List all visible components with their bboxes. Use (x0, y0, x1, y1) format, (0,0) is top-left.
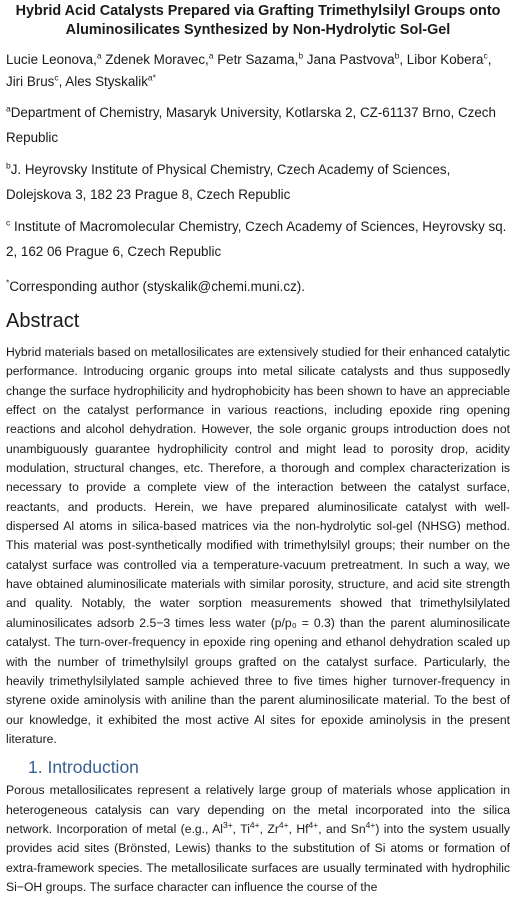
intro-text-segment: ) into the system usually provides acid sites (Brönsted, Lewis) thanks to the substitution of Si atoms or formation of extra-framework species. The metallosilicate surfaces are usually terminated with hydrophilic Si−OH groups. The surface character can influence the course of the (6, 821, 511, 894)
intro-text-segment: , Hf (288, 821, 309, 836)
affiliation-text: J. Heyrovsky Institute of Physical Chemistry, Czech Academy of Sciences, Dolejskova 3, 182 23 Prague 8, Czech Republic (6, 162, 451, 202)
author-affiliation-mark: a (96, 50, 102, 61)
author-affiliation-mark: c (54, 72, 59, 83)
introduction-heading: 1. Introduction (28, 757, 139, 778)
corresponding-mark: * (6, 277, 10, 288)
intro-text-segment: , Ti (232, 821, 250, 836)
author-affiliation-mark: c (483, 50, 488, 61)
affiliation-mark: a (6, 103, 11, 114)
corresponding-text: Corresponding author (styskalik@chemi.muni.cz). (9, 279, 305, 294)
intro-text-segment: Porous metallosilicates represent a relatively large group of materials whose application in heterogeneous catalysis can vary depending on the metal incorporated into the silica network. Incorporation of metal (e.g., Al (6, 783, 510, 836)
author-name: Zdenek Moravec, (101, 52, 209, 67)
title-line-2: Aluminosilicates Synthesized by Non-Hydrolytic Sol-Gel (65, 22, 451, 38)
author-affiliation-mark: b (298, 50, 304, 61)
author-name: Lucie Leonova, (6, 52, 97, 67)
charge-superscript: 4+ (365, 819, 376, 830)
affiliation-mark: b (6, 160, 11, 171)
intro-text-segment: , Zr (259, 821, 279, 836)
author-affiliation-mark: b (394, 50, 400, 61)
affiliation-c (6, 214, 510, 264)
charge-superscript: 4+ (249, 819, 260, 830)
author-name: , Ales Styskalik (58, 74, 148, 89)
charge-superscript: 4+ (278, 819, 289, 830)
author-name: Jana Pastvova (303, 52, 395, 67)
title-line-1: Hybrid Acid Catalysts Prepared via Grafting Trimethylsilyl Groups onto (15, 3, 501, 19)
author-name: , Jiri Brus (6, 52, 492, 89)
author-affiliation-mark: a* (147, 72, 156, 83)
affiliation-text: Department of Chemistry, Masaryk University, Kotlarska 2, CZ-61137 Brno, Czech Republic (6, 105, 496, 145)
intro-text-segment: , and Sn (318, 821, 366, 836)
paper-title (6, 0, 510, 40)
introduction-text (6, 781, 510, 897)
affiliation-a (6, 100, 510, 150)
author-affiliation-mark: a (208, 50, 214, 61)
author-name: , Libor Kobera (399, 52, 484, 67)
charge-superscript: 3+ (222, 819, 233, 830)
charge-superscript: 4+ (308, 819, 319, 830)
corresponding-author (6, 277, 510, 297)
author-list (6, 49, 510, 93)
affiliation-b (6, 157, 510, 207)
abstract-heading: Abstract (6, 310, 80, 332)
affiliation-mark: c (6, 217, 11, 228)
abstract-text: Hybrid materials based on metallosilicates are extensively studied for their enhanced catalytic performance. Introducing organic groups into metal silicate catalysts and thus supposedly change the surface hydrophilicity and hydrophobicity has been shown to have an appreciable effect on the catalyst performance in various reactions, including epoxide ring opening reactions and alcohol dehydration. However, the sole organic groups introduction does not unambiguously guarantee hydrophilicity control and might lead to porosity drop, acidity modulation, structural changes, etc. Therefore, a thorough and complex characterization is necessary to provide a complete view of the interaction between the catalyst surface, reactants, and products. Herein, we have prepared aluminosilicate catalyst with well-dispersed Al atoms in silica-based matrices via the non-hydrolytic sol-gel (NHSG) method. This material was post-synthetically modified with trimethylsilyl groups; their number on the catalyst surface was controlled via a temperature-vacuum pretreatment. In such a way, we have obtained aluminosilicate materials with similar porosity, structure, and acid site strength and quality. Notably, the water sorption measurements showed that trimethylsilylated aluminosilicates adsorb 2.5−3 times less water (p/p₀ = 0.3) than the parent aluminosilicate catalyst. The turn-over-frequency in epoxide ring opening and ethanol dehydration scaled up with the number of trimethylsilyl groups grafted on the catalyst surface. Particularly, the heavily trimethylsilylated sample achieved three to five times higher turnover-frequency in styrene oxide aminolysis with aniline than the parent aluminosilicate material. To the best of our knowledge, it exhibited the most active Al sites for epoxide aminolysis in the present literature. (6, 345, 511, 746)
author-name: Petr Sazama, (213, 52, 299, 67)
affiliation-text: Institute of Macromolecular Chemistry, Czech Academy of Sciences, Heyrovsky sq. 2, 162 06 Prague 6, Czech Republic (6, 219, 507, 259)
